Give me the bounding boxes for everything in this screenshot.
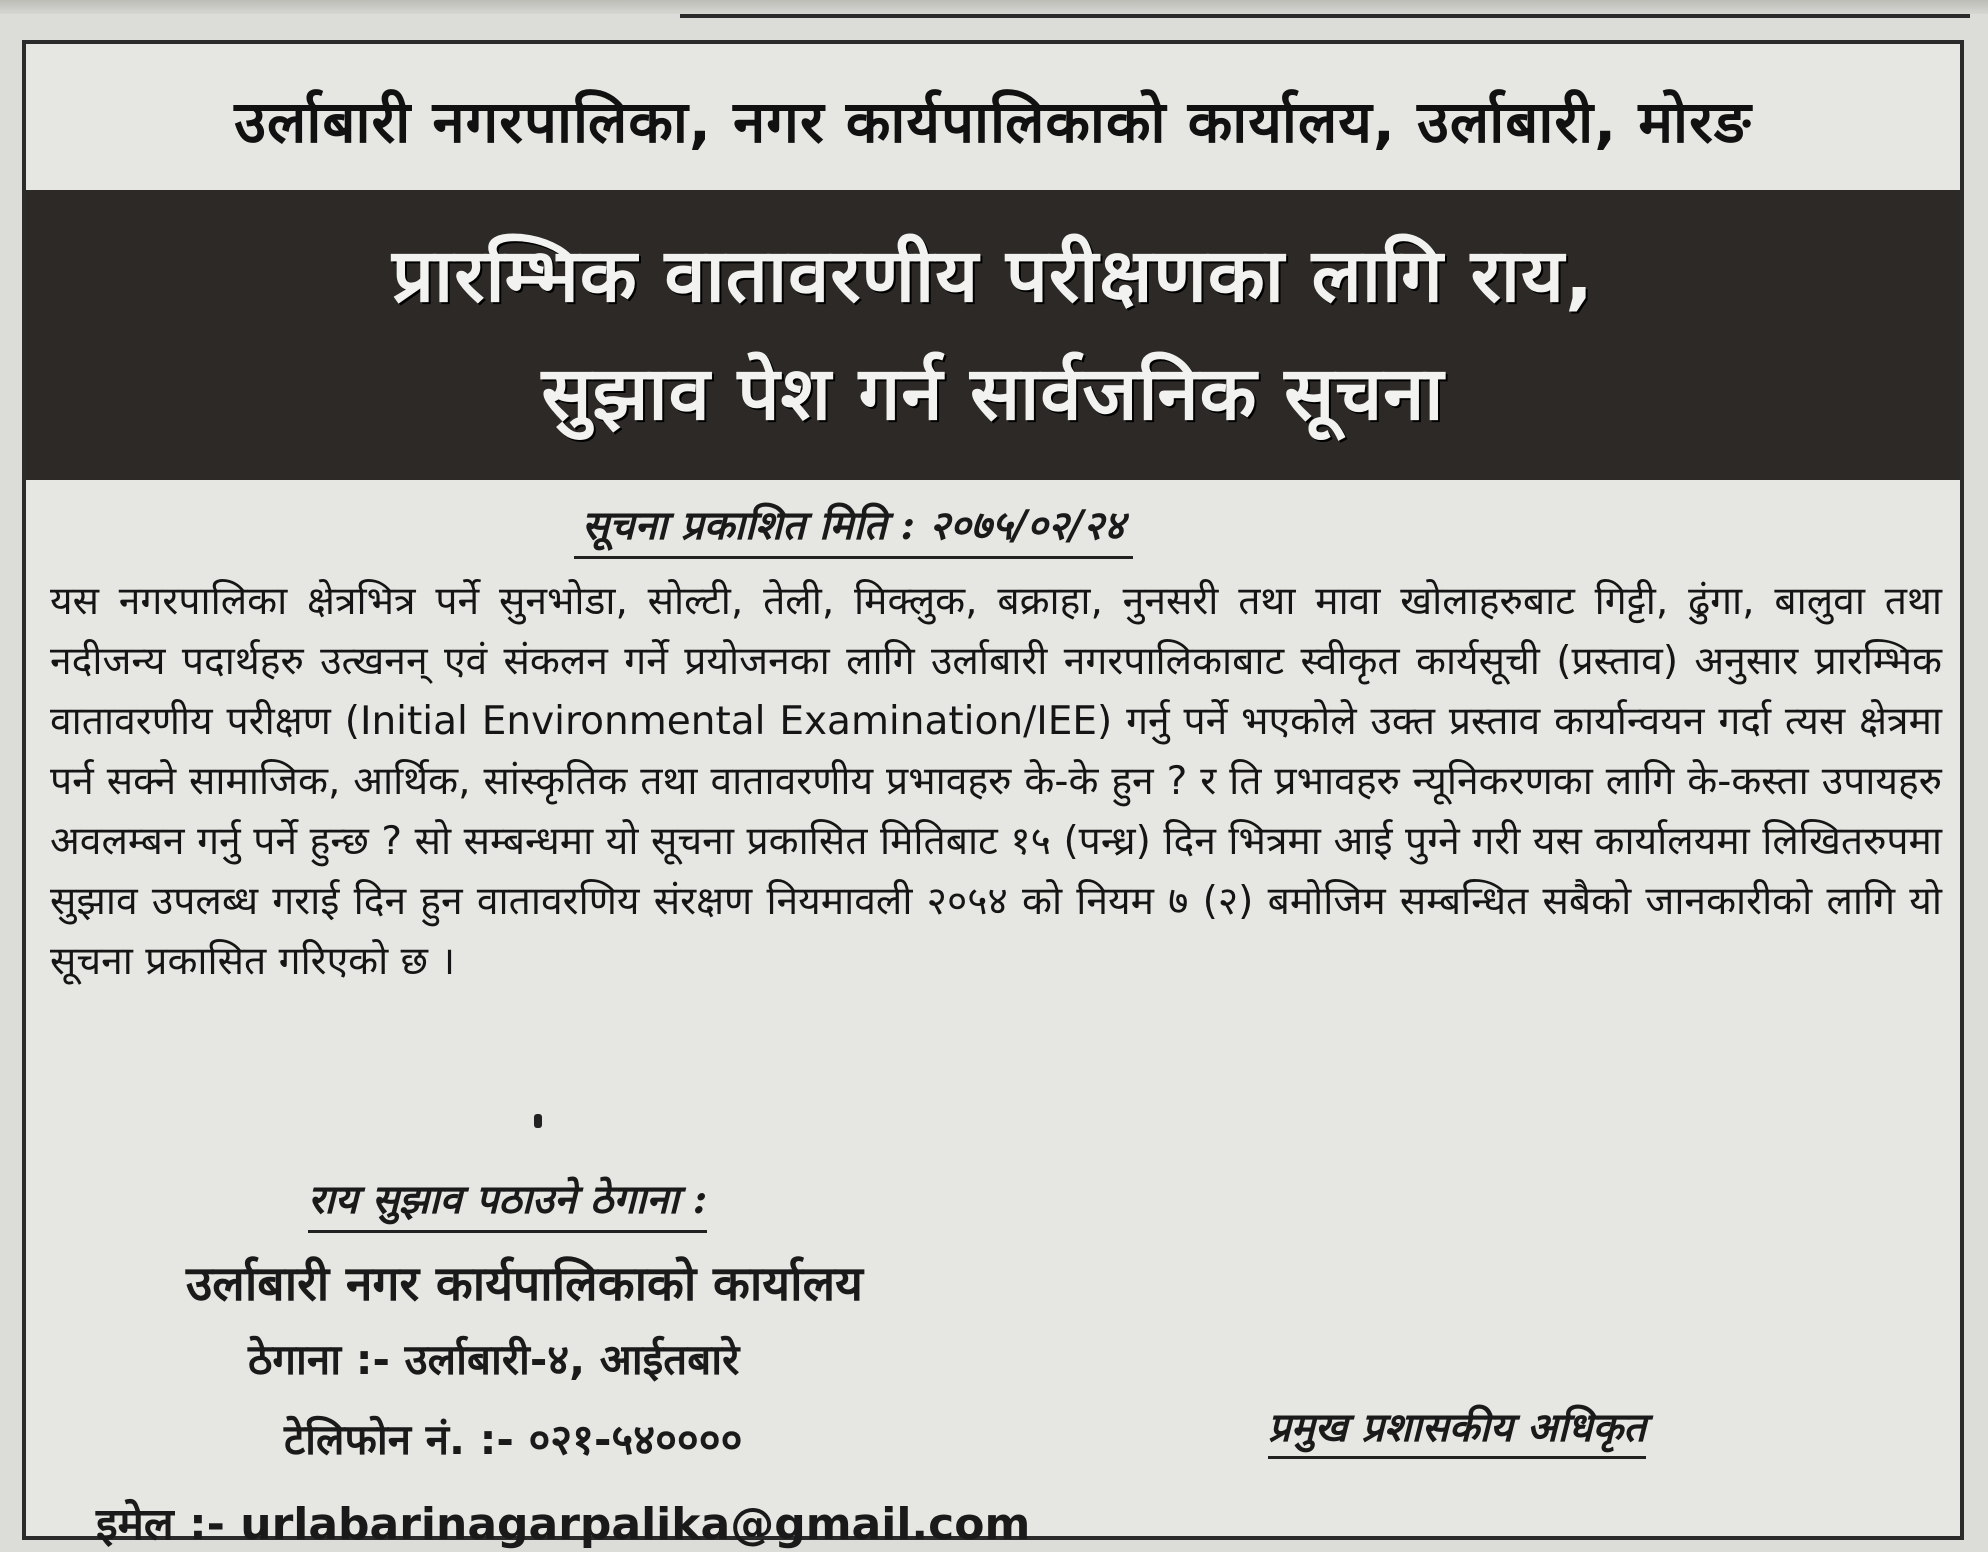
notice-body: यस नगरपालिका क्षेत्रभित्र पर्ने सुनभोडा, सोल्टी, तेली, मिक्लुक, बक्राहा, नुनसरी तथा मावा खोलाहरुबाट गिट्टी, ढुंगा, बालुवा तथा नदीजन्य पदार्थहरु उत्खनन् एवं संकलन गर्ने प्रयोजनका लागि उर्लाबारी नगरपालिकाबाट स्वीकृत कार्यसूची (प्रस्ताव) अनुसार प्रारम्भिक वातावरणीय परीक्षण (Initial Environmental Examination/IEE) गर्नु पर्ने भएकोले उक्त प्रस्ताव कार्यान्वयन गर्दा त्यस क्षेत्रमा पर्न सक्ने सामाजिक, आर्थिक, सांस्कृतिक तथा वातावरणीय प्रभावहरु के-के हुन ? र ति प्रभावहरु न्यूनिकरणका लागि के-कस्ता उपायहरु अवलम्बन गर्नु पर्ने हुन्छ ? सो सम्बन्धमा यो सूचना प्रकासित मितिबाट १५ (पन्ध्र) दिन भित्रमा आई पुग्ने गरी यस कार्यालयमा लिखितरुपमा सुझाव उपलब्ध गराई दिन हुन वातावरणिय संरक्षण नियमावली २०५४ को नियम ७ (२) बमोजिम सम्बन्धित सबैको जानकारीको लागि यो सूचना प्रकासित गरिएको छ । — [50, 579, 1942, 984]
title-line-1: प्रारम्भिक वातावरणीय परीक्षणका लागि राय, — [391, 233, 1595, 319]
ink-dot — [534, 1114, 542, 1128]
office-header: उर्लाबारी नगरपालिका, नगर कार्यपालिकाको कार्यालय, उर्लाबारी, मोरङ — [234, 87, 1752, 156]
signatory-title: प्रमुख प्रशासकीय अधिकृत — [1268, 1398, 1646, 1459]
address-email: इमेल :- urlabarinagarpalika@gmail.com — [96, 1499, 1031, 1550]
address-place: ठेगाना :- उर्लाबारी-४, आईतबारे — [248, 1335, 740, 1384]
title-band — [26, 190, 1960, 480]
address-phone: टेलिफोन नं. :- ०२१-५४०००० — [284, 1415, 743, 1464]
public-notice — [22, 40, 1964, 1550]
address-heading: राय सुझाव पठाउने ठेगाना : — [308, 1170, 707, 1233]
publication-date: सूचना प्रकाशित मिति : २०७५/०२/२४ — [574, 496, 1133, 559]
address-office: उर्लाबारी नगर कार्यपालिकाको कार्यालय — [186, 1256, 863, 1312]
title-line-2: सुझाव पेश गर्न सार्वजनिक सूचना — [541, 351, 1445, 437]
newspaper-rule — [680, 0, 1970, 18]
